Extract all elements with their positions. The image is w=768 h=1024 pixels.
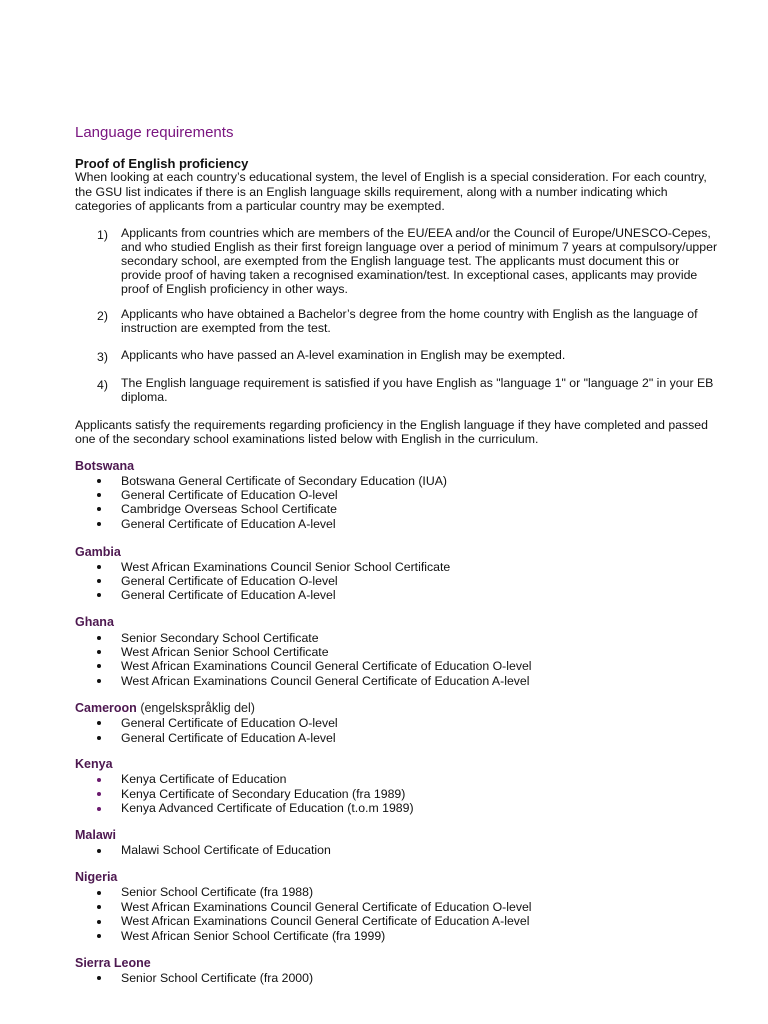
bullet-icon (97, 579, 101, 583)
page-title: Language requirements (75, 124, 234, 141)
numbered-item-text: Applicants from countries which are members of the EU/EEA and/or the Council of Europe/UNESCO-Cepes, and who studied English as their first foreign language over a period of minimum 7 years at compulsory/upper secondary school, are exempted from the English language test. The applicants must document this or provide proof of having taken a recognised examination/test. In exceptional cases, applicants may provide proof of English proficiency in other ways. (121, 226, 718, 296)
list-item: Malawi School Certificate of Education (121, 843, 331, 857)
list-item: West African Senior School Certificate (fra 1999) (121, 929, 386, 943)
numbered-item-text: Applicants who have passed an A-level examination in English may be exempted. (121, 348, 566, 362)
bullet-icon (97, 778, 101, 782)
bullet-icon (97, 736, 101, 740)
country-name: Cameroon (75, 701, 137, 715)
numbered-item-text: Applicants who have obtained a Bachelor’s degree from the home country with English as the language of instruction are exempted from the test. (121, 307, 698, 335)
country-name: Botswana (75, 459, 135, 473)
list-item: General Certificate of Education A-level (121, 588, 336, 602)
list-item: Senior School Certificate (fra 1988) (121, 885, 314, 899)
country-heading-ghana (75, 615, 114, 629)
bullet-icon (97, 507, 101, 511)
section-subtitle: Proof of English proficiency (75, 156, 249, 171)
country-heading-malawi (75, 828, 116, 842)
country-name: Nigeria (75, 870, 118, 884)
list-number: 2) (97, 309, 108, 323)
list-number: 3) (97, 350, 108, 364)
summary-paragraph: Applicants satisfy the requirements regarding proficiency in the English language if they have completed and passed one of the secondary school examinations listed below with English in the curriculum. (75, 418, 708, 446)
country-heading-botswana (75, 459, 134, 473)
list-item: Kenya Certificate of Secondary Education (fra 1989) (121, 787, 406, 801)
list-item: Senior School Certificate (fra 2000) (121, 971, 314, 985)
numbered-item-text: The English language requirement is satisfied if you have English as "language 1" or "language 2" in your EB diploma. (121, 376, 714, 404)
bullet-icon (97, 920, 101, 924)
list-item: General Certificate of Education A-level (121, 731, 336, 745)
country-name: Sierra Leone (75, 956, 151, 970)
bullet-icon (97, 565, 101, 569)
country-heading-cameroon (75, 701, 255, 715)
list-item: General Certificate of Education A-level (121, 517, 336, 531)
bullet-icon (97, 891, 101, 895)
list-item: Kenya Advanced Certificate of Education (t.o.m 1989) (121, 801, 414, 815)
bullet-icon (97, 493, 101, 497)
list-item: Kenya Certificate of Education (121, 772, 287, 786)
country-heading-nigeria (75, 870, 117, 884)
bullet-icon (97, 807, 101, 811)
country-name: Malawi (75, 828, 116, 842)
list-item: Cambridge Overseas School Certificate (121, 502, 337, 516)
list-item: General Certificate of Education O-level (121, 716, 338, 730)
list-item: West African Examinations Council General Certificate of Education O-level (121, 659, 532, 673)
list-item: West African Senior School Certificate (121, 645, 329, 659)
country-heading-kenya (75, 757, 113, 771)
country-note: (engelskspråklig del) (140, 701, 255, 715)
bullet-icon (97, 636, 101, 640)
bullet-icon (97, 721, 101, 725)
country-heading-gambia (75, 545, 121, 559)
bullet-icon (97, 650, 101, 654)
list-number: 1) (97, 228, 108, 242)
bullet-icon (97, 849, 101, 853)
list-item: West African Examinations Council General Certificate of Education A-level (121, 914, 530, 928)
country-name: Ghana (75, 615, 114, 629)
bullet-icon (97, 679, 101, 683)
bullet-icon (97, 522, 101, 526)
country-name: Gambia (75, 545, 121, 559)
bullet-icon (97, 664, 101, 668)
list-item: General Certificate of Education O-level (121, 574, 338, 588)
bullet-icon (97, 976, 101, 980)
list-item: West African Examinations Council Senior School Certificate (121, 560, 451, 574)
country-heading-sierra-leone (75, 956, 151, 970)
bullet-icon (97, 792, 101, 796)
list-item: General Certificate of Education O-level (121, 488, 338, 502)
list-number: 4) (97, 378, 108, 392)
country-name: Kenya (75, 757, 113, 771)
bullet-icon (97, 905, 101, 909)
list-item: West African Examinations Council General Certificate of Education A-level (121, 674, 530, 688)
list-item: Senior Secondary School Certificate (121, 631, 319, 645)
bullet-icon (97, 479, 101, 483)
intro-paragraph: When looking at each country’s educational system, the level of English is a special consideration. For each country, the GSU list indicates if there is an English language skills requirement, along with a number indicating which categories of applicants from a particular country may be exempted. (75, 170, 707, 213)
bullet-icon (97, 593, 101, 597)
list-item: Botswana General Certificate of Secondary Education (IUA) (121, 474, 448, 488)
bullet-icon (97, 934, 101, 938)
list-item: West African Examinations Council General Certificate of Education O-level (121, 900, 532, 914)
